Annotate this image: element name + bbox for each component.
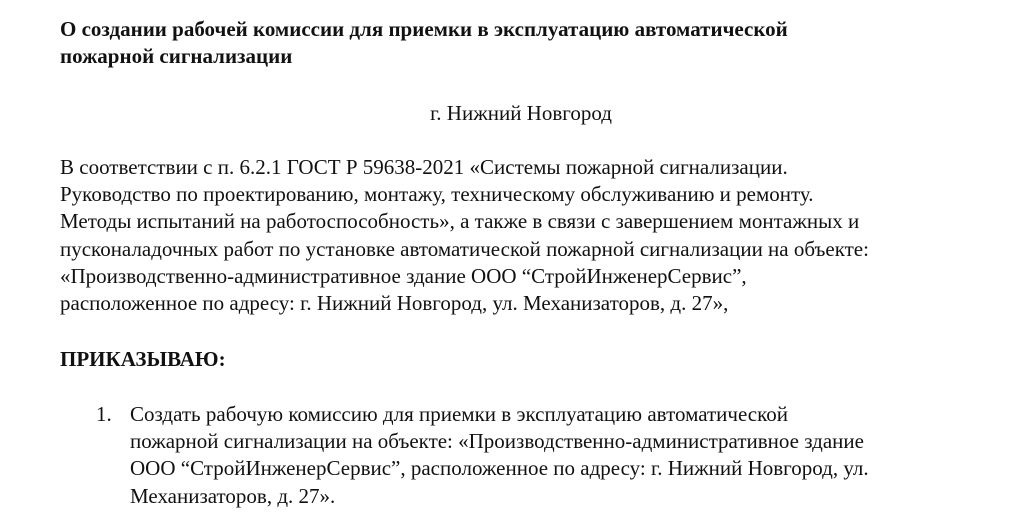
document-title-line: пожарной сигнализации [60, 44, 293, 68]
preamble-line: «Производственно-административное здание ООО “СтройИнженерСервис”, [60, 263, 747, 288]
order-item [60, 401, 1000, 510]
preamble-line: пусконаладочных работ по установке автоматической пожарной сигнализации на объекте: [60, 236, 869, 261]
order-heading: ПРИКАЗЫВАЮ: [60, 347, 226, 371]
preamble-line: В соответствии с п. 6.2.1 ГОСТ Р 59638-2021 «Системы пожарной сигнализации. [60, 155, 788, 179]
preamble-line: Методы испытаний на работоспособность», а также в связи с завершением монтажных и [60, 209, 860, 234]
order-item-number: 1. [96, 402, 112, 426]
preamble-line: Руководство по проектированию, монтажу, техническому обслуживанию и ремонту. [60, 182, 814, 207]
order-item-line: пожарной сигнализации на объекте: «Производственно-административное здание [130, 429, 864, 454]
document-city: г. Нижний Новгород [430, 101, 612, 125]
document-title-line: О создании рабочей комиссии для приемки в эксплуатацию автоматической [60, 17, 788, 41]
order-item-line: ООО “СтройИнженерСервис”, расположенное по адресу: г. Нижний Новгород, ул. [130, 456, 869, 481]
document-title [60, 16, 960, 70]
document-preamble [60, 154, 1000, 317]
preamble-line: расположенное по адресу: г. Нижний Новгород, ул. Механизаторов, д. 27», [60, 291, 729, 316]
order-item-line: Создать рабочую комиссию для приемки в эксплуатацию автоматической [130, 402, 789, 426]
order-list [60, 401, 1000, 514]
order-item-line: Механизаторов, д. 27». [130, 483, 336, 508]
